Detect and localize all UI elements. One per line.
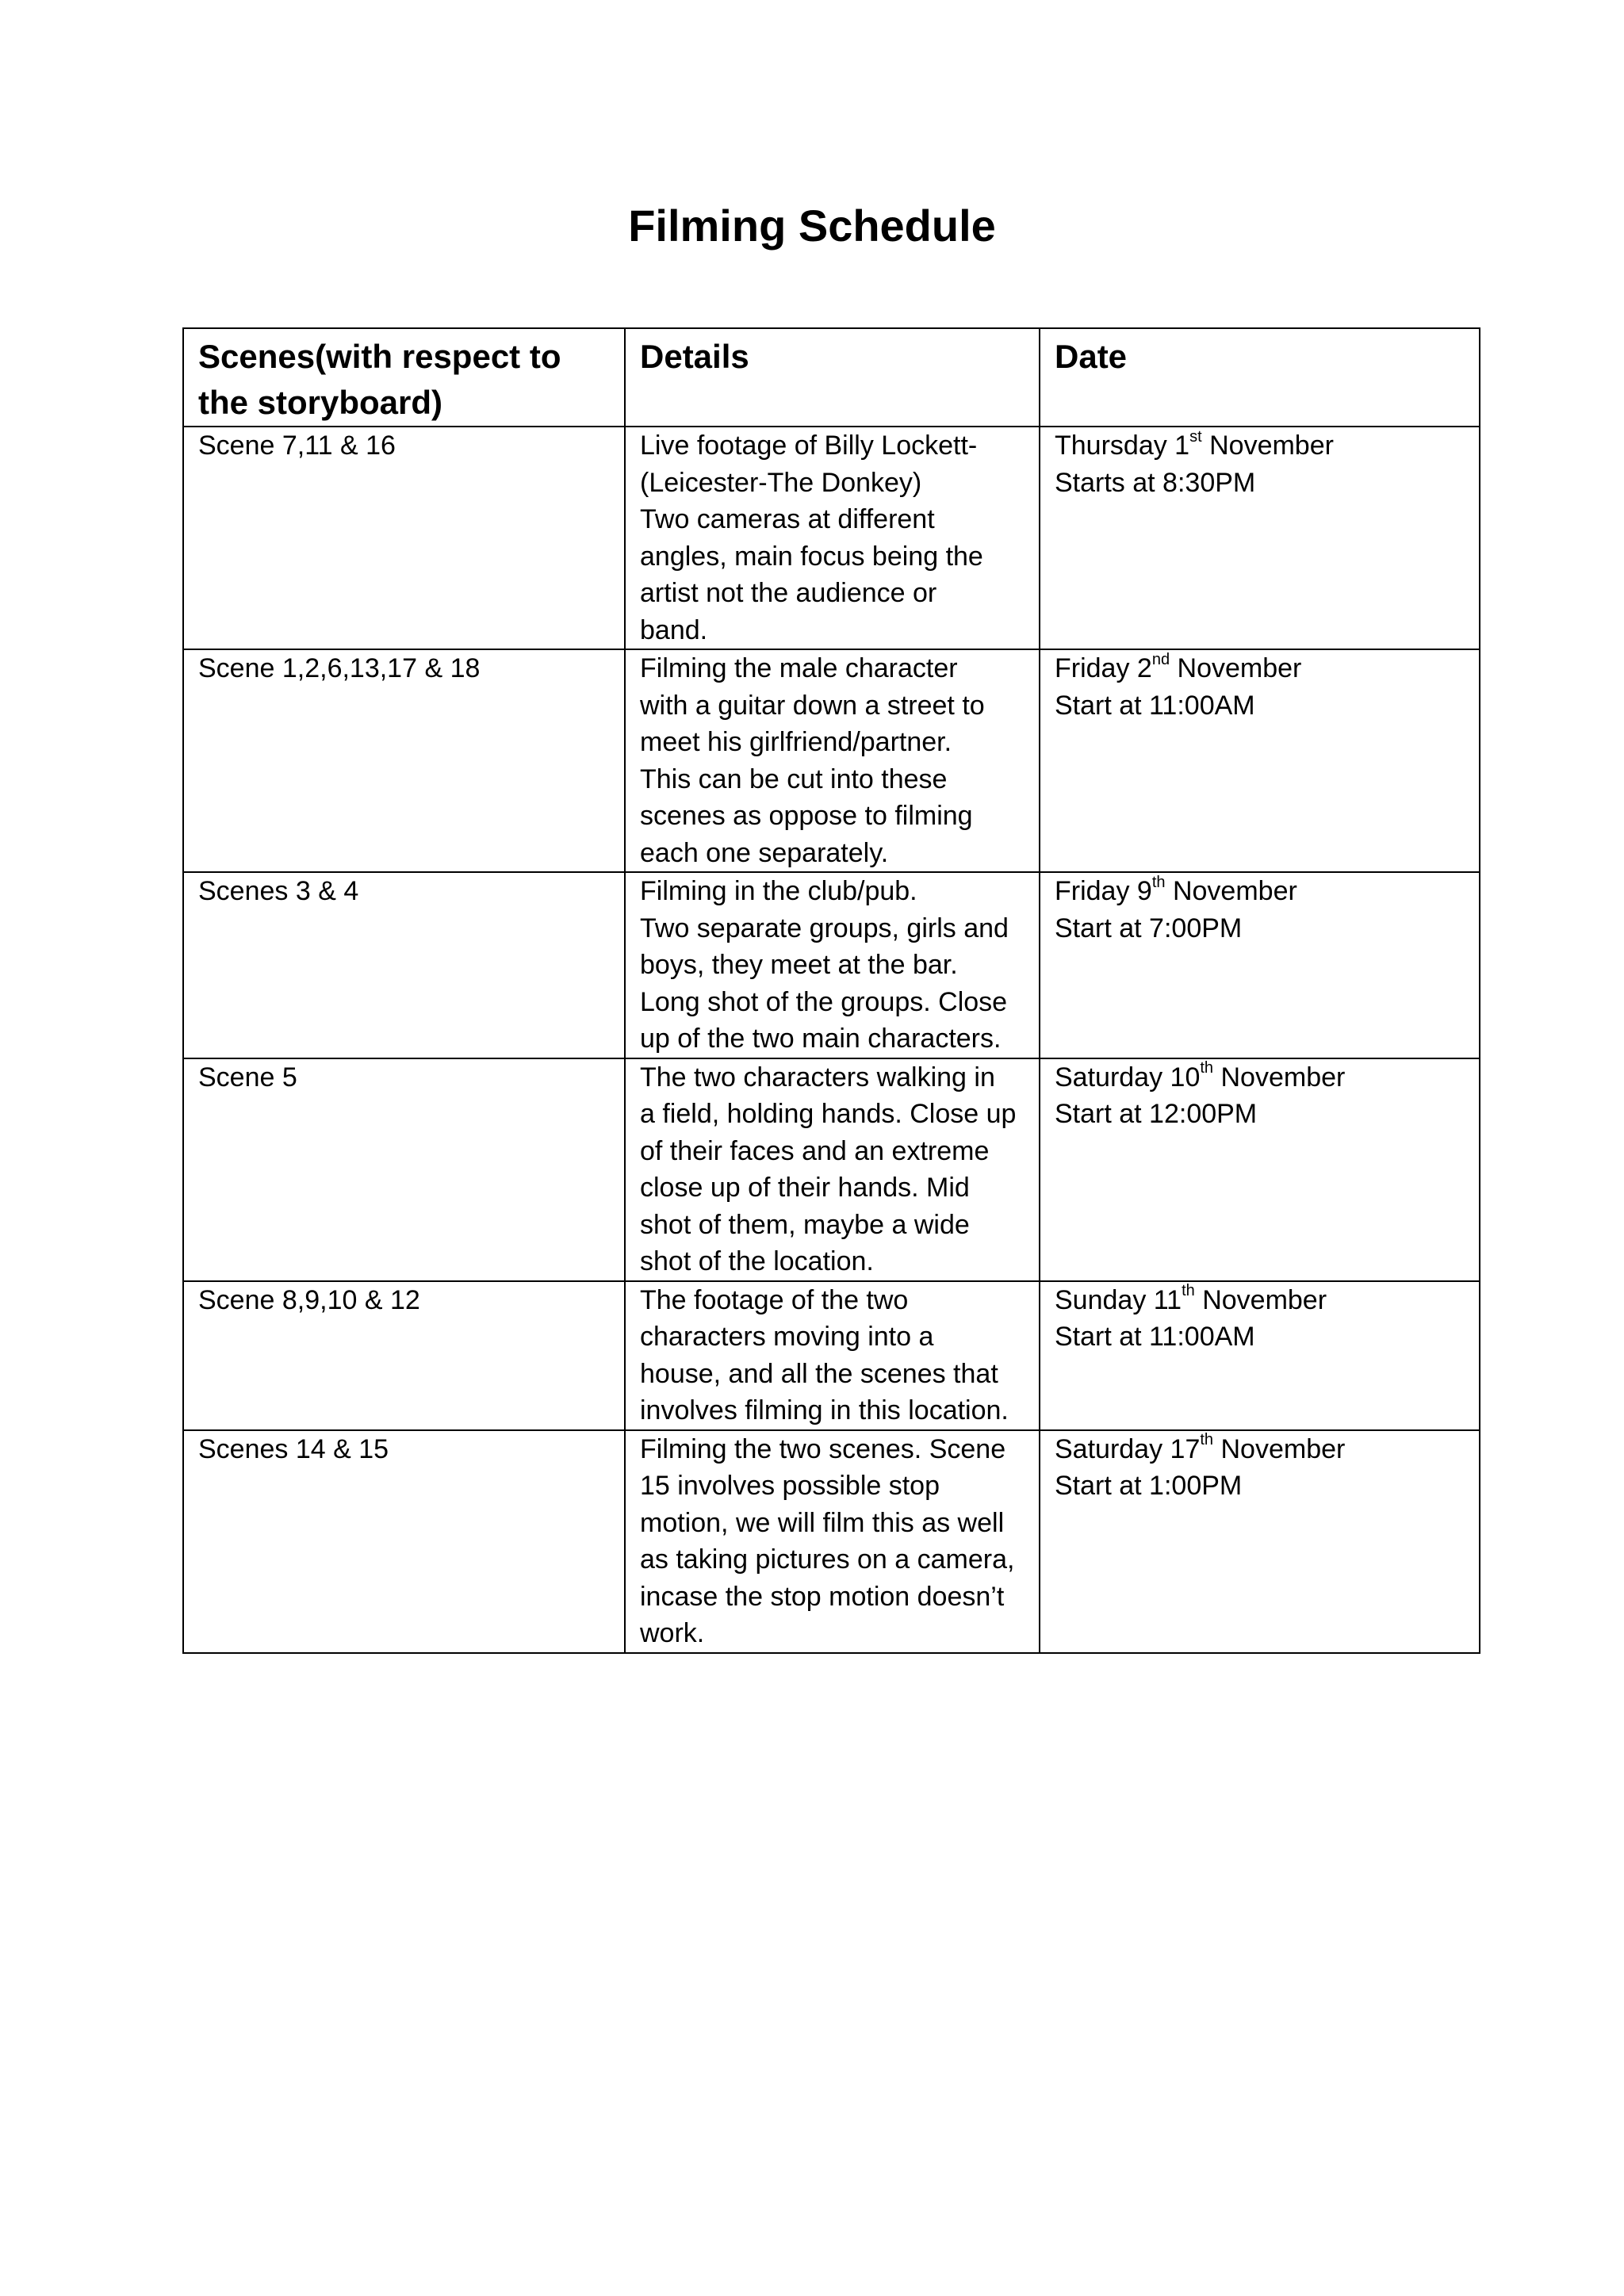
details-cell bbox=[625, 1281, 1040, 1430]
header-date: Date bbox=[1040, 328, 1480, 427]
details-line: a field, holding hands. Close up bbox=[640, 1099, 1017, 1129]
date-cell bbox=[1040, 1281, 1480, 1430]
details-line: Two separate groups, girls and bbox=[640, 913, 1009, 943]
details-line: involves filming in this location. bbox=[640, 1395, 1009, 1425]
header-scenes-line1: Scenes(with respect to bbox=[198, 338, 561, 375]
start-time: Start at 7:00PM bbox=[1055, 913, 1243, 943]
details-line: work. bbox=[640, 1618, 705, 1648]
details-cell bbox=[625, 427, 1040, 649]
scene-cell: Scene 8,9,10 & 12 bbox=[183, 1281, 625, 1430]
date-month: November bbox=[1213, 1062, 1346, 1093]
details-line: 15 involves possible stop bbox=[640, 1471, 940, 1501]
details-line: The two characters walking in bbox=[640, 1062, 995, 1093]
details-line: Two cameras at different bbox=[640, 504, 935, 534]
details-line: with a guitar down a street to bbox=[640, 690, 985, 721]
scene-cell: Scene 5 bbox=[183, 1058, 625, 1281]
date-day: Thursday 1 bbox=[1055, 430, 1190, 461]
date-line bbox=[1055, 1282, 1466, 1319]
date-line bbox=[1055, 873, 1466, 910]
details-line: Long shot of the groups. Close bbox=[640, 986, 1008, 1017]
details-line: Filming the male character bbox=[640, 653, 958, 683]
start-time: Starts at 8:30PM bbox=[1055, 467, 1256, 498]
date-month: November bbox=[1170, 653, 1302, 683]
scene-cell: Scene 7,11 & 16 bbox=[183, 427, 625, 649]
table-row bbox=[183, 427, 1480, 649]
header-scenes-line2: the storyboard) bbox=[198, 384, 443, 421]
table-row bbox=[183, 1281, 1480, 1430]
table-row bbox=[183, 1430, 1480, 1653]
date-suffix: th bbox=[1200, 1059, 1214, 1077]
date-line bbox=[1055, 1059, 1466, 1096]
header-scenes bbox=[183, 328, 625, 427]
start-time: Start at 12:00PM bbox=[1055, 1099, 1258, 1129]
scene-cell: Scenes 14 & 15 bbox=[183, 1430, 625, 1653]
details-line: Live footage of Billy Lockett- bbox=[640, 430, 978, 461]
date-suffix: st bbox=[1189, 427, 1202, 446]
details-line: incase the stop motion doesn’t bbox=[640, 1581, 1005, 1612]
date-suffix: th bbox=[1182, 1282, 1195, 1300]
table-row bbox=[183, 872, 1480, 1058]
filming-schedule-table bbox=[182, 327, 1480, 1654]
details-line: scenes as oppose to filming bbox=[640, 801, 973, 831]
details-line: characters moving into a bbox=[640, 1322, 934, 1352]
details-line: shot of them, maybe a wide bbox=[640, 1209, 970, 1240]
details-line: as taking pictures on a camera, bbox=[640, 1544, 1015, 1575]
table-row bbox=[183, 649, 1480, 872]
details-line: The footage of the two bbox=[640, 1284, 909, 1315]
scene-cell: Scenes 3 & 4 bbox=[183, 872, 625, 1058]
details-line: close up of their hands. Mid bbox=[640, 1173, 970, 1203]
date-cell bbox=[1040, 649, 1480, 872]
date-day: Saturday 17 bbox=[1055, 1433, 1201, 1464]
date-day: Friday 9 bbox=[1055, 876, 1152, 906]
start-time: Start at 1:00PM bbox=[1055, 1471, 1243, 1501]
start-time: Start at 11:00AM bbox=[1055, 690, 1255, 721]
date-suffix: nd bbox=[1151, 650, 1170, 668]
details-line: house, and all the scenes that bbox=[640, 1358, 998, 1389]
details-cell bbox=[625, 872, 1040, 1058]
details-line: meet his girlfriend/partner. bbox=[640, 727, 952, 757]
details-line: This can be cut into these bbox=[640, 763, 948, 794]
details-cell bbox=[625, 1430, 1040, 1653]
table-header-row bbox=[183, 328, 1480, 427]
details-cell bbox=[625, 649, 1040, 872]
date-cell bbox=[1040, 427, 1480, 649]
details-line: (Leicester-The Donkey) bbox=[640, 467, 922, 498]
details-line: artist not the audience or bbox=[640, 578, 937, 608]
date-month: November bbox=[1165, 876, 1297, 906]
date-day: Friday 2 bbox=[1055, 653, 1152, 683]
scene-cell: Scene 1,2,6,13,17 & 18 bbox=[183, 649, 625, 872]
date-month: November bbox=[1194, 1284, 1327, 1315]
date-line bbox=[1055, 1431, 1466, 1468]
date-cell bbox=[1040, 872, 1480, 1058]
details-line: of their faces and an extreme bbox=[640, 1135, 990, 1166]
date-suffix: th bbox=[1200, 1431, 1214, 1449]
details-line: Filming the two scenes. Scene bbox=[640, 1433, 1006, 1464]
date-day: Sunday 11 bbox=[1055, 1284, 1182, 1315]
details-line: motion, we will film this as well bbox=[640, 1507, 1005, 1538]
details-line: each one separately. bbox=[640, 837, 889, 868]
date-cell bbox=[1040, 1430, 1480, 1653]
details-line: up of the two main characters. bbox=[640, 1024, 1002, 1054]
details-line: shot of the location. bbox=[640, 1246, 874, 1276]
details-line: boys, they meet at the bar. bbox=[640, 950, 958, 980]
details-line: angles, main focus being the bbox=[640, 541, 983, 572]
date-cell bbox=[1040, 1058, 1480, 1281]
date-day: Saturday 10 bbox=[1055, 1062, 1201, 1093]
header-details: Details bbox=[625, 328, 1040, 427]
start-time: Start at 11:00AM bbox=[1055, 1322, 1255, 1352]
page-title: Filming Schedule bbox=[628, 201, 996, 251]
date-month: November bbox=[1201, 430, 1334, 461]
date-suffix: th bbox=[1151, 873, 1166, 891]
details-cell bbox=[625, 1058, 1040, 1281]
table-row bbox=[183, 1058, 1480, 1281]
date-line bbox=[1055, 427, 1466, 465]
date-line bbox=[1055, 650, 1466, 687]
date-month: November bbox=[1213, 1433, 1346, 1464]
details-line: Filming in the club/pub. bbox=[640, 876, 917, 906]
details-line: band. bbox=[640, 614, 708, 645]
